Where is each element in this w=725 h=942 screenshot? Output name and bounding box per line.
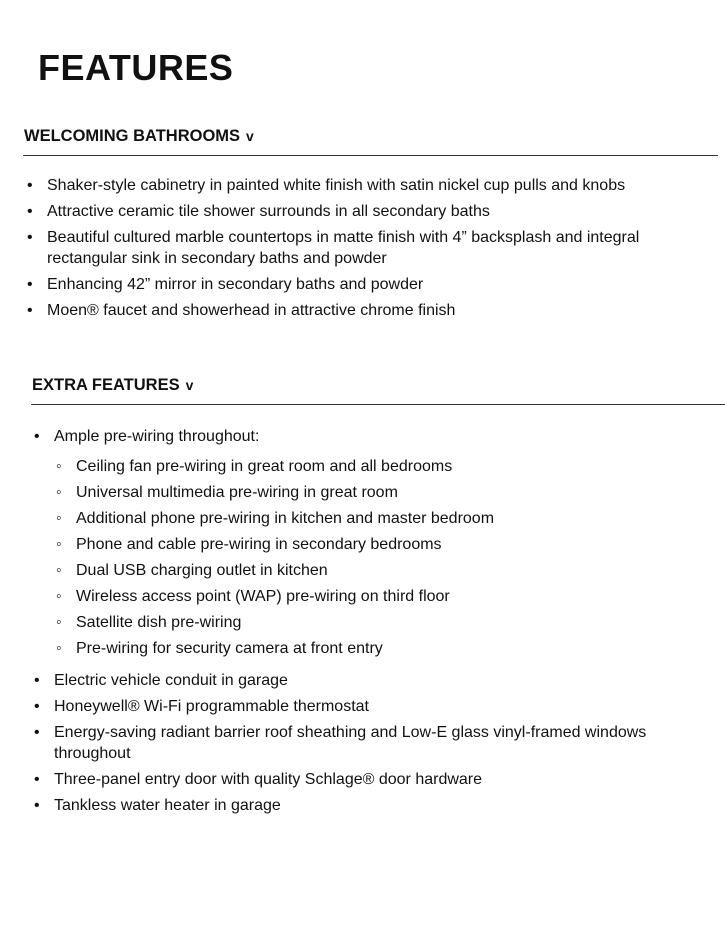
list-item: • Beautiful cultured marble countertops in matte finish with 4” backsplash and integral rectangular sink in secondary baths and powder <box>27 227 695 269</box>
section-header-extra-features[interactable] <box>32 374 193 396</box>
list-item: • Energy-saving radiant barrier roof sheathing and Low-E glass vinyl-framed windows throughout <box>34 722 702 764</box>
section-divider <box>31 404 725 405</box>
sublist-item: ◦ Satellite dish pre-wiring <box>56 612 702 633</box>
sublist-item: ◦ Dual USB charging outlet in kitchen <box>56 560 702 581</box>
list-item: • Three-panel entry door with quality Schlage® door hardware <box>34 769 702 790</box>
list-item: • Honeywell® Wi-Fi programmable thermostat <box>34 696 702 717</box>
list-item: • Attractive ceramic tile shower surrounds in all secondary baths <box>27 201 695 222</box>
list-item: • Tankless water heater in garage <box>34 795 702 816</box>
sublist-item: ◦ Additional phone pre-wiring in kitchen and master bedroom <box>56 508 702 529</box>
list-item-text: Ample pre-wiring throughout: <box>54 428 260 445</box>
list-item: • Moen® faucet and showerhead in attractive chrome finish <box>27 300 695 321</box>
sublist-item: ◦ Universal multimedia pre-wiring in great room <box>56 482 702 503</box>
chevron-down-icon[interactable]: v <box>246 128 254 144</box>
list-item <box>34 426 702 659</box>
list-item: • Electric vehicle conduit in garage <box>34 670 702 691</box>
bathroom-features-list <box>27 175 695 326</box>
list-item: • Enhancing 42” mirror in secondary baths and powder <box>27 274 695 295</box>
sublist-item: ◦ Pre-wiring for security camera at front entry <box>56 638 702 659</box>
sublist-item: ◦ Wireless access point (WAP) pre-wiring on third floor <box>56 586 702 607</box>
section-heading-bold: EXTRA <box>32 376 88 394</box>
extra-features-list <box>34 426 702 821</box>
section-header-welcoming-bathrooms[interactable] <box>24 125 254 147</box>
section-divider <box>23 155 718 156</box>
sublist-item: ◦ Phone and cable pre-wiring in secondary bedrooms <box>56 534 702 555</box>
section-heading-rest: BATHROOMS <box>133 127 241 145</box>
chevron-down-icon[interactable]: v <box>185 377 194 393</box>
prewiring-sublist <box>54 456 702 659</box>
list-item: • Shaker-style cabinetry in painted white finish with satin nickel cup pulls and knobs <box>27 175 695 196</box>
page-title: FEATURES <box>38 47 234 88</box>
section-heading-rest: FEATURES <box>91 376 180 394</box>
section-heading-bold: WELCOMING <box>24 127 129 145</box>
sublist-item: ◦ Ceiling fan pre-wiring in great room and all bedrooms <box>56 456 702 477</box>
